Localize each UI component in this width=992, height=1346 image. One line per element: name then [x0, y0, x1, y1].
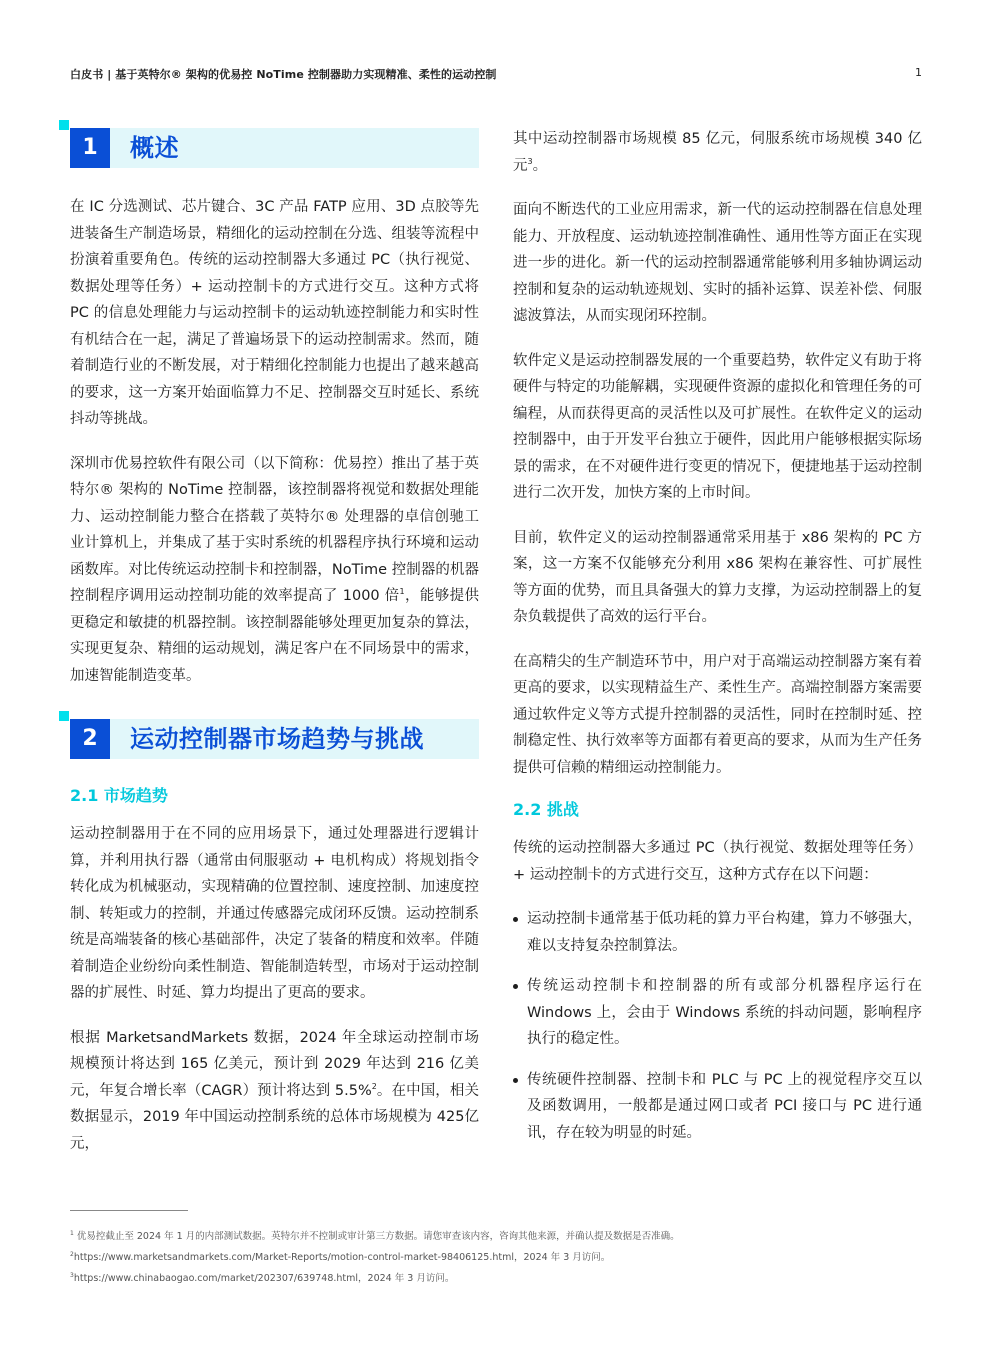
paragraph: 在高精尖的生产制造环节中，用户对于高端运动控制器方案有着更高的要求，以实现精益生产、柔性生产。高端控制器方案需要通过软件定义等方式提升控制器的灵活性，同时在控制时延、控制稳定性、执行效率等方面都有着更高的要求，从而为生产任务提供可信赖的精细运动控制能力。: [513, 653, 922, 776]
paragraph-text: 。: [532, 157, 548, 174]
footnote-divider: [70, 1210, 188, 1211]
footnote-text: 优易控截止至 2024 年 1 月的内部测试数据。英特尔并不控制或审计第三方数据。请您审查该内容，咨询其他来源，并确认提及数据是否准确。: [76, 1231, 680, 1242]
paragraph: 面向不断迭代的工业应用需求，新一代的运动控制器在信息处理能力、开放程度、运动轨迹控制准确性、通用性等方面正在实现进一步的进化。新一代的运动控制器通常能够利用多轴协调运动控制和复杂的运动轨迹规划、实时的插补运算、误差补偿、伺服滤波算法，从而实现闭环控制。: [513, 202, 922, 324]
section-title: 概述: [130, 134, 179, 162]
footnote-link[interactable]: https://www.marketsandmarkets.com/Market-Reports/motion-control-market-98406125.html，2024 年 3 月访问。: [73, 1252, 611, 1263]
list-item: 传统硬件控制器、控制卡和 PLC 与 PC 上的视觉程序交互以及函数调用，一般都是通过网口或者 PCI 接口与 PC 进行通讯，存在较为明显的时延。: [513, 1067, 922, 1147]
footnote-number: 3: [70, 1271, 74, 1279]
subsection-title: 2.1 市场趋势: [70, 786, 168, 805]
footnote: [70, 1247, 920, 1268]
paragraph: [70, 451, 479, 690]
section-number: 1: [70, 128, 110, 168]
challenge-list: [513, 906, 922, 1146]
paragraph-text: 深圳市优易控软件有限公司（以下简称：优易控）推出了基于英特尔® 架构的 NoTime 控制器，该控制器将视觉和数据处理能力、运动控制能力整合在搭载了英特尔® 处理器的卓信创驰工业计算机上，并集成了基于实时系统的机器程序执行环境和运动函数库。对比传统运动控制卡和控制器，NoTime 控制器的机器控制程序调用运动控制功能的效率提高了 1000 倍: [70, 455, 479, 604]
page-number: 1: [915, 66, 922, 79]
paragraph: 目前，软件定义的运动控制器通常采用基于 x86 架构的 PC 方案，这一方案不仅能够充分利用 x86 架构在兼容性、可扩展性等方面的优势，而且具备强大的算力支撑，为运动控制器上的复杂负载提供了高效的运行平台。: [513, 529, 922, 625]
document-title: 白皮书 | 基于英特尔® 架构的优易控 NoTime 控制器助力实现精准、柔性的运动控制: [70, 68, 497, 81]
footnote: [70, 1226, 920, 1247]
footnote-number: 1: [70, 1229, 74, 1237]
section-heading-2: [70, 711, 479, 759]
paragraph: 运动控制器用于在不同的应用场景下，通过处理器进行逻辑计算，并利用执行器（通常由伺服驱动 + 电机构成）将规划指令转化成为机械驱动，实现精确的位置控制、速度控制、加速度控制、转矩或力的控制，并通过传感器完成闭环反馈。运动控制系统是高端装备的核心基础部件，决定了装备的精度和效率。伴随着制造企业纷纷向柔性制造、智能制造转型，市场对于运动控制器的扩展性、时延、算力均提出了更高的要求。: [70, 826, 479, 1001]
footnote-ref: 2: [371, 1081, 377, 1091]
footnote-link[interactable]: https://www.chinabaogao.com/market/202307/639748.html，2024 年 3 月访问。: [73, 1273, 455, 1284]
paragraph-text: 根据 MarketsandMarkets 数据，2024 年全球运动控制市场规模预计将达到 165 亿美元，预计到 2029 年达到 216 亿美元，年复合增长率（CAGR）预计将达到 5.5%: [70, 1029, 479, 1099]
page-header: [70, 66, 922, 86]
left-column: [70, 120, 479, 1175]
list-item: 运动控制卡通常基于低功耗的算力平台构建，算力不够强大，难以支持复杂控制算法。: [513, 906, 922, 959]
accent-square: [59, 711, 69, 721]
footnote-number: 2: [70, 1250, 74, 1258]
paragraph: [513, 126, 922, 179]
footnote-ref: 3: [527, 156, 533, 166]
accent-square: [59, 120, 69, 130]
right-column: [513, 126, 922, 1160]
section-title: 运动控制器市场趋势与挑战: [130, 725, 424, 753]
paragraph-text: ，能够提供更稳定和敏捷的机器控制。该控制器能够处理更加复杂的算法，实现更复杂、精细的运动规划，满足客户在不同场景中的需求，加速智能制造变革。: [70, 588, 480, 684]
paragraph-text: 其中运动控制器市场规模 85 亿元，伺服系统市场规模 340 亿元: [513, 131, 922, 174]
section-heading-1: [70, 120, 479, 168]
subsection-title: 2.2 挑战: [513, 800, 579, 819]
footnote-ref: 1: [399, 587, 405, 597]
paragraph: 在 IC 分选测试、芯片键合、3C 产品 FATP 应用、3D 点胶等先进装备生产制造场景，精细化的运动控制在分选、组装等流程中扮演着重要角色。传统的运动控制器大多通过 PC（执行视觉、数据处理等任务）+ 运动控制卡的方式进行交互。这种方式将 PC 的信息处理能力与运动控制卡的运动轨迹控制能力和实时性有机结合在一起，满足了普遍场景下的运动控制需求。然而，随着制造行业的不断发展，对于精细化控制能力也提出了越来越高的要求，这一方案开始面临算力不足、控制器交互时延长、系统抖动等挑战。: [70, 199, 479, 427]
footnotes: [70, 1226, 920, 1289]
paragraph-text: 。在中国，相关数据显示，2019 年中国运动控制系统的总体市场规模为 425亿元，: [70, 1082, 480, 1152]
footnote: [70, 1268, 920, 1289]
section-number: 2: [70, 719, 110, 759]
paragraph: 软件定义是运动控制器发展的一个重要趋势，软件定义有助于将硬件与特定的功能解耦，实现硬件资源的虚拟化和管理任务的可编程，从而获得更高的灵活性以及可扩展性。在软件定义的运动控制器中，由于开发平台独立于硬件，因此用户能够根据实际场景的需求，在不对硬件进行变更的情况下，便捷地基于运动控制进行二次开发，加快方案的上市时间。: [513, 352, 922, 501]
list-item: 传统运动控制卡和控制器的所有或部分机器程序运行在 Windows 上，会由于 Windows 系统的抖动问题，影响程序执行的稳定性。: [513, 973, 922, 1053]
paragraph: [70, 1025, 479, 1158]
paragraph: 传统的运动控制器大多通过 PC（执行视觉、数据处理等任务）+ 运动控制卡的方式进行交互，这种方式存在以下问题：: [513, 840, 922, 883]
